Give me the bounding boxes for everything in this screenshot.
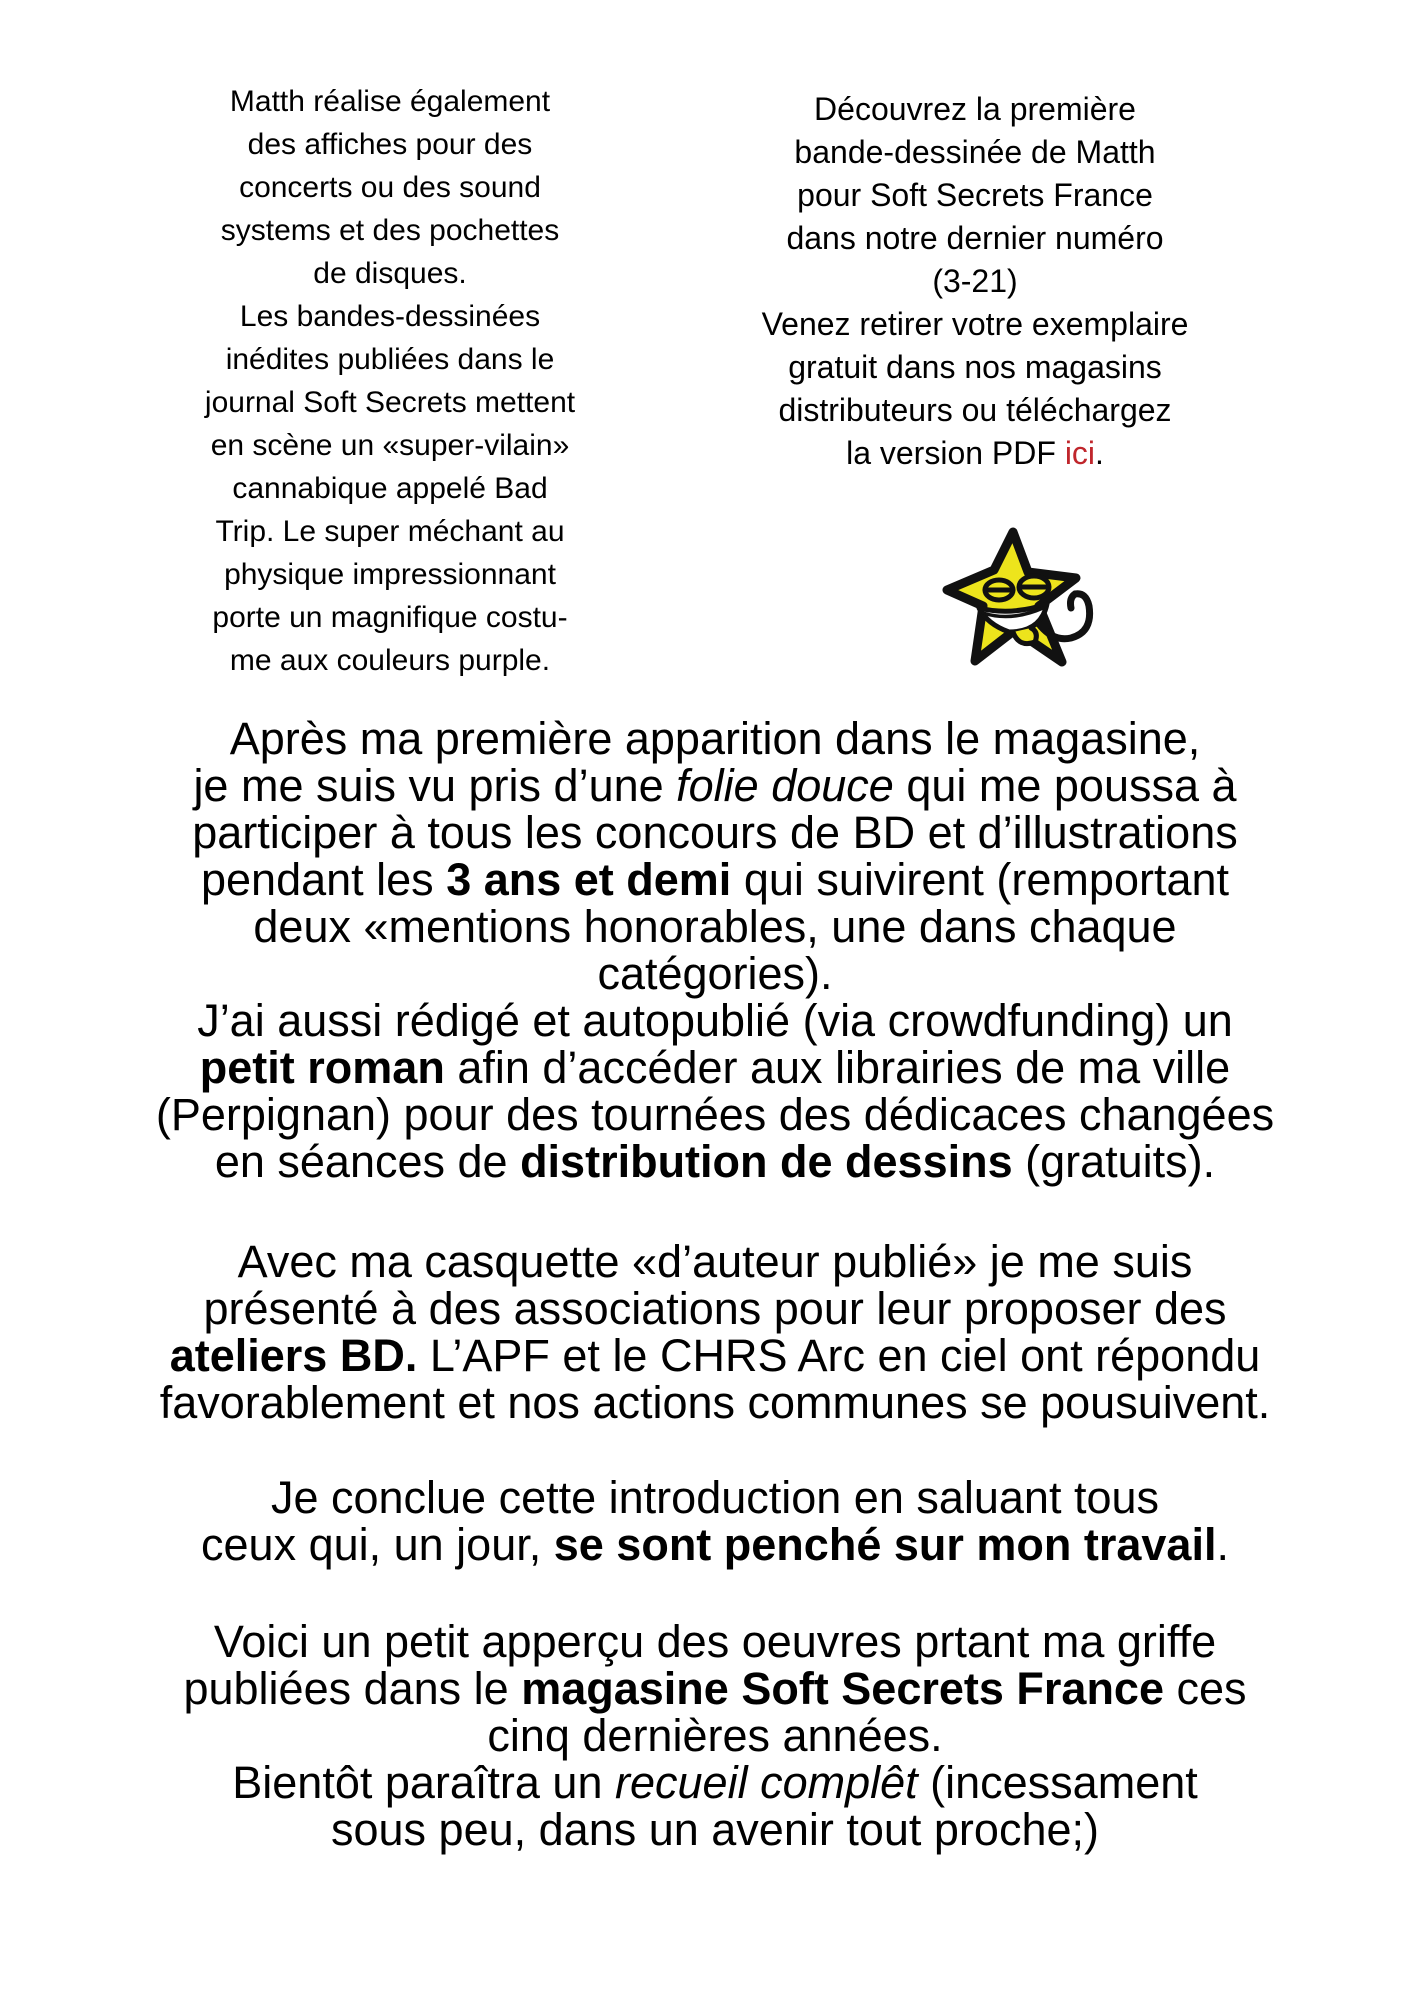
text-segment: je me suis vu pris d’une — [193, 760, 677, 811]
text-segment: ces — [1164, 1663, 1247, 1714]
text-line — [140, 252, 640, 295]
text-segment: cinq dernières années. — [487, 1710, 943, 1761]
text-line — [55, 856, 1375, 903]
text-segment: bande-dessinée de Matth — [794, 134, 1156, 170]
text-segment: folie douce — [676, 760, 894, 811]
paragraph-workshops — [55, 1238, 1375, 1426]
text-line — [715, 131, 1235, 174]
text-segment: participer à tous les concours de BD et d’illustrations — [192, 807, 1238, 858]
text-segment: en séances de — [214, 1136, 521, 1187]
text-line — [55, 1138, 1375, 1185]
text-segment: se sont penché sur mon travail — [553, 1519, 1217, 1570]
text-line — [55, 1759, 1375, 1806]
text-segment: me aux couleurs purple. — [229, 644, 551, 677]
text-segment: ceux qui, un jour, — [201, 1519, 554, 1570]
text-segment: magasine Soft Secrets France — [521, 1663, 1164, 1714]
text-line — [55, 809, 1375, 856]
text-line — [140, 510, 640, 553]
text-line — [715, 174, 1235, 217]
text-segment: Voici un petit apperçu des oeuvres prtant ma griffe — [213, 1616, 1217, 1667]
text-segment: la version PDF — [846, 435, 1065, 471]
text-line — [55, 715, 1375, 762]
text-line — [55, 1665, 1375, 1712]
text-segment: Bientôt paraîtra un — [232, 1757, 615, 1808]
star-mascot-image — [935, 520, 1105, 680]
text-line — [140, 467, 640, 510]
text-segment: porte un magnifique costu- — [212, 601, 568, 634]
text-segment: 3 ans et demi — [446, 854, 732, 905]
text-line — [55, 1285, 1375, 1332]
text-segment: (Perpignan) pour des tournées des dédicaces changées — [155, 1089, 1275, 1140]
text-segment: pendant les — [200, 854, 447, 905]
text-line — [55, 903, 1375, 950]
text-line — [715, 303, 1235, 346]
text-line — [55, 1379, 1375, 1426]
text-segment: recueil complêt — [615, 1757, 918, 1808]
paragraph-magazine-contests — [55, 715, 1375, 1185]
text-line — [715, 389, 1235, 432]
paragraph-conclusion — [55, 1474, 1375, 1568]
text-segment: en scène un «super-vilain» — [210, 429, 570, 462]
text-segment: Je conclue cette introduction en saluant tous — [270, 1472, 1160, 1523]
text-line — [140, 639, 640, 682]
text-segment: concerts ou des sound — [239, 171, 541, 204]
text-segment: des affiches pour des — [247, 128, 533, 161]
text-segment: (gratuits). — [1012, 1136, 1216, 1187]
text-line — [140, 123, 640, 166]
text-segment: systems et des pochettes — [220, 214, 560, 247]
text-segment: petit roman — [199, 1042, 445, 1093]
text-line — [55, 1238, 1375, 1285]
text-segment: distribution de dessins — [520, 1136, 1013, 1187]
text-line — [55, 1474, 1375, 1521]
text-segment: Venez retirer votre exemplaire — [761, 306, 1189, 342]
text-line — [55, 997, 1375, 1044]
text-segment: publiées dans le — [183, 1663, 522, 1714]
intro-left-column — [140, 80, 640, 682]
intro-right-column — [715, 88, 1235, 475]
text-segment: catégories). — [597, 948, 833, 999]
text-line — [55, 1618, 1375, 1665]
text-segment: cannabique appelé Bad — [232, 472, 548, 505]
text-segment: physique impressionnant — [224, 558, 556, 591]
text-line — [55, 1332, 1375, 1379]
text-line — [140, 209, 640, 252]
text-segment: présenté à des associations pour leur proposer des — [203, 1283, 1227, 1334]
text-line — [140, 596, 640, 639]
text-line — [715, 346, 1235, 389]
text-line — [140, 338, 640, 381]
text-line — [140, 80, 640, 123]
text-line — [140, 166, 640, 209]
text-segment: de disques. — [313, 257, 467, 290]
text-line — [55, 1521, 1375, 1568]
text-line — [55, 762, 1375, 809]
text-segment: Découvrez la première — [814, 91, 1136, 127]
text-segment: . — [1216, 1519, 1229, 1570]
text-segment: Matth réalise également — [229, 85, 551, 118]
text-segment: L’APF et le CHRS Arc en ciel ont répondu — [417, 1330, 1261, 1381]
text-segment: Après ma première apparition dans le magasine, — [229, 713, 1201, 764]
text-segment: J’ai aussi rédigé et autopublié (via crowdfunding) un — [197, 995, 1233, 1046]
text-segment: (incessament — [917, 1757, 1198, 1808]
text-segment: ateliers BD. — [169, 1330, 418, 1381]
paragraph-overview — [55, 1618, 1375, 1853]
text-line — [140, 295, 640, 338]
text-line — [715, 88, 1235, 131]
text-segment: gratuit dans nos magasins — [788, 349, 1162, 385]
text-segment: deux «mentions honorables, une dans chaque — [253, 901, 1177, 952]
text-line — [55, 1044, 1375, 1091]
pdf-download-link[interactable]: ici — [1064, 435, 1096, 471]
text-segment: afin d’accéder aux librairies de ma ville — [444, 1042, 1231, 1093]
text-line — [715, 432, 1235, 475]
text-line — [55, 1806, 1375, 1853]
text-segment: . — [1095, 435, 1104, 471]
text-line — [140, 424, 640, 467]
text-segment: journal Soft Secrets mettent — [204, 386, 576, 419]
text-segment: pour Soft Secrets France — [797, 177, 1153, 213]
text-segment: Les bandes-dessinées — [239, 300, 541, 333]
text-line — [140, 553, 640, 596]
text-line — [140, 381, 640, 424]
text-line — [715, 217, 1235, 260]
text-segment: qui me poussa à — [893, 760, 1237, 811]
text-segment: dans notre dernier numéro — [786, 220, 1164, 256]
text-segment: (3-21) — [932, 263, 1018, 299]
text-segment: Trip. Le super méchant au — [215, 515, 565, 548]
text-line — [55, 1712, 1375, 1759]
text-segment: qui suivirent (remportant — [731, 854, 1230, 905]
text-segment: favorablement et nos actions communes se pousuivent. — [159, 1377, 1271, 1428]
text-line — [715, 260, 1235, 303]
text-line — [55, 950, 1375, 997]
text-segment: Avec ma casquette «d’auteur publié» je me suis — [237, 1236, 1193, 1287]
text-segment: distributeurs ou téléchargez — [778, 392, 1172, 428]
text-segment: inédites publiées dans le — [225, 343, 555, 376]
text-line — [55, 1091, 1375, 1138]
text-segment: sous peu, dans un avenir tout proche;) — [331, 1804, 1099, 1855]
